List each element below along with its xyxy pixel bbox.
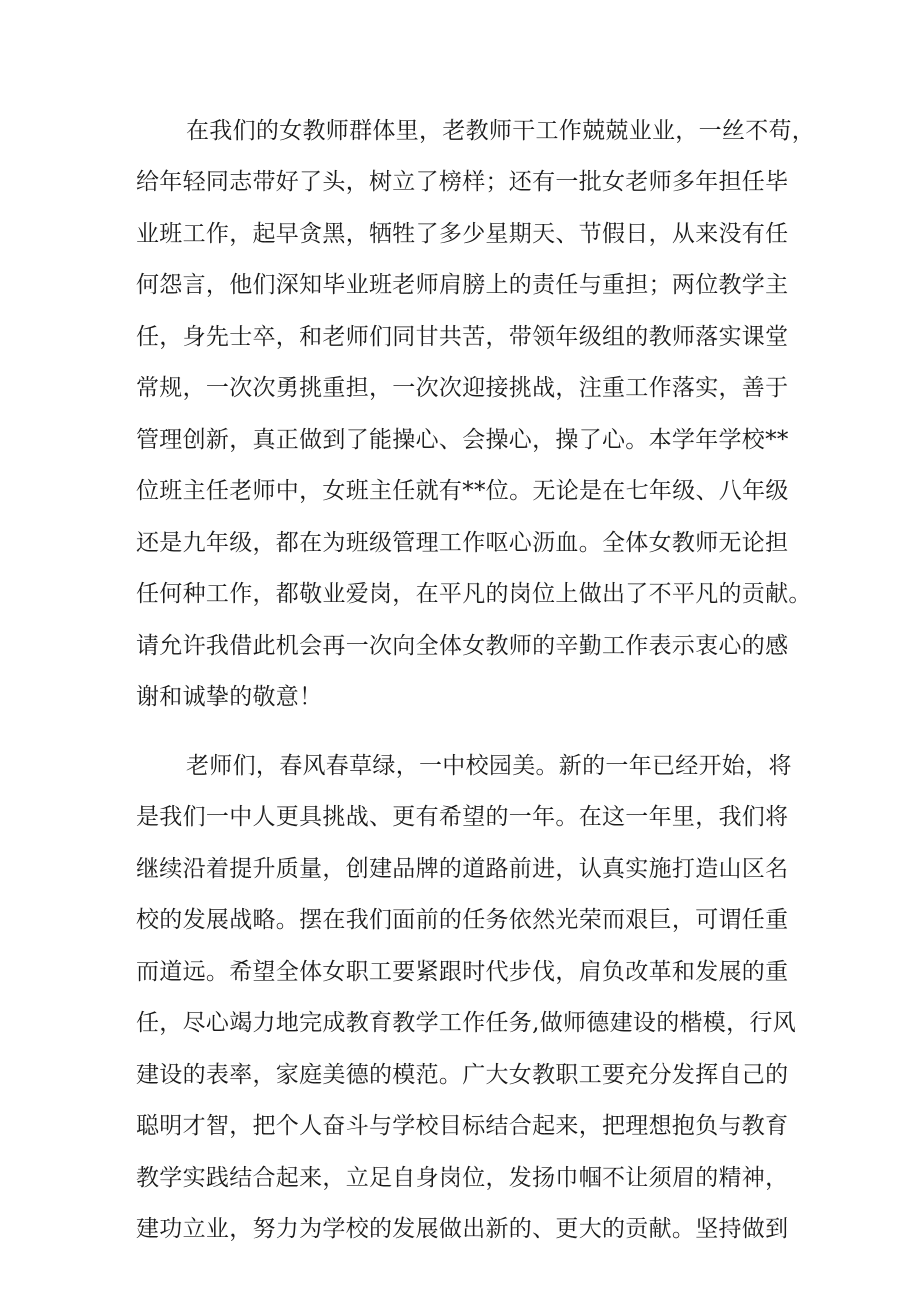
text-line: 教学实践结合起来，立足自身岗位，发扬巾帼不让须眉的精神， (136, 1165, 789, 1191)
text-line: 继续沿着提升质量，创建品牌的道路前进，认真实施打造山区名 (136, 856, 789, 882)
text-line: 常规，一次次勇挑重担，一次次迎接挑战，注重工作落实，善于 (136, 375, 789, 401)
text-line: 老师们，春风春草绿，一中校园美。新的一年已经开始，将 (186, 753, 792, 779)
text-line: 还是九年级，都在为班级管理工作呕心沥血。全体女教师无论担 (136, 530, 789, 556)
text-line: 位班主任老师中，女班主任就有**位。无论是在七年级、八年级 (136, 478, 789, 504)
text-line: 任，身先士卒，和老师们同甘共苦，带领年级组的教师落实课堂 (136, 324, 789, 350)
text-line: 何怨言，他们深知毕业班老师肩膀上的责任与重担；两位教学主 (136, 272, 789, 298)
text-line: 在我们的女教师群体里，老教师干工作兢兢业业，一丝不苟， (186, 118, 816, 144)
text-line: 请允许我借此机会再一次向全体女教师的辛勤工作表示衷心的感 (136, 633, 789, 659)
text-line: 谢和诚挚的敬意！ (136, 684, 323, 710)
text-line: 建功立业，努力为学校的发展做出新的、更大的贡献。坚持做到 (136, 1216, 789, 1242)
text-line: 给年轻同志带好了头，树立了榜样；还有一批女老师多年担任毕 (136, 169, 789, 195)
text-line: 校的发展战略。摆在我们面前的任务依然光荣而艰巨，可谓任重 (136, 907, 789, 933)
text-line: 聪明才智，把个人奋斗与学校目标结合起来，把理想抱负与教育 (136, 1113, 789, 1139)
text-line: 建设的表率，家庭美德的模范。广大女教职工要充分发挥自己的 (136, 1062, 789, 1088)
text-line: 任何种工作，都敬业爱岗，在平凡的岗位上做出了不平凡的贡献。 (136, 581, 812, 607)
text-line: 业班工作，起早贪黑，牺牲了多少星期天、节假日，从来没有任 (136, 221, 789, 247)
text-line: 而道远。希望全体女职工要紧跟时代步伐，肩负改革和发展的重 (136, 959, 789, 985)
text-line: 管理创新，真正做到了能操心、会操心，操了心。本学年学校** (136, 427, 789, 453)
text-line: 任，尽心竭力地完成教育教学工作任务,做师德建设的楷模，行风 (136, 1010, 797, 1036)
text-line: 是我们一中人更具挑战、更有希望的一年。在这一年里，我们将 (136, 804, 789, 830)
